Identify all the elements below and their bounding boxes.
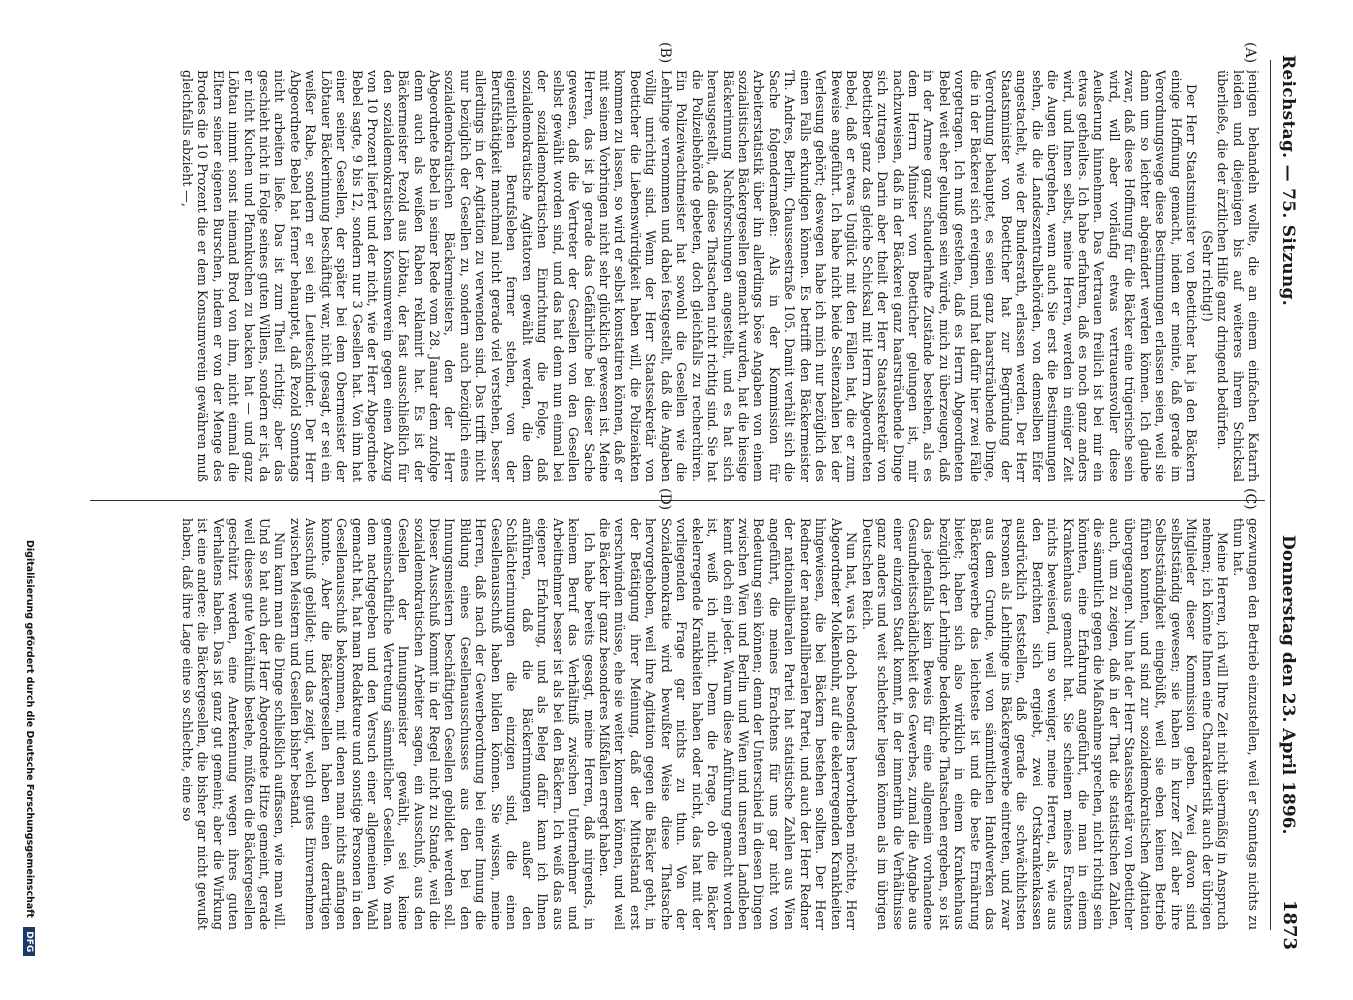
left-text-column <box>91 70 1261 482</box>
page-header <box>1272 45 1306 950</box>
right-text-column <box>91 518 1261 930</box>
margin-marker-d: (D) <box>657 488 673 511</box>
dfg-logo: DFG <box>23 927 35 956</box>
paragraph: Ich habe bereits gesagt, meine Herren, daß nirgends, in keinem Beruf das Verhältniß zwischen Unternehmer und Arbeitnehmer besser ist als bei den Bäckern. Ich weiß das aus eigener Erfahrung, und als Beleg dafür kann ich Ihnen anführen, daß die Bäckerinnungen außer den Schlächterinnungen die einzigen sind, die einen Gesellenausschuß haben bilden können. Sie wissen, meine Herren, daß nach der Gewerbeordnung bei einer Innung die Bildung eines Gesellenausschusses aus den bei den Innungsmeistern beschäftigten Gesellen gebildet werden soll. Dieser Ausschuß kommt in der Regel nicht zu Stande, weil die sozialdemokratischen Arbeiter sagen, ein Ausschuß, aus den Gesellen der Innungsmeister gewählt, sei keine gemeinschaftliche Vertretung sämmtlicher Gesellen. Wo man dem nachgegeben und den Versuch einer allgemeinen Wahl gemacht hat, hat man Redakteure und sonstige Personen in den Gesellenausschuß bekommen, mit denen man nichts anfangen konnte. Aber die Bäckergesellen haben einen derartigen Ausschuß gebildet; und das zeigt, welch gutes Einvernehmen zwischen Meistern und Gesellen bisher bestand. <box>287 518 597 930</box>
paragraph: gezwungen den Betrieb einzustellen, weil er Sonntags nichts zu thun hat. <box>1230 518 1261 930</box>
paragraph: Meine Herren, ich will Ihre Zeit nicht übermäßig in Anspruch nehmen; ich könnte Ihnen eine Charakteristik auch der übrigen Mitglieder dieser Kommission geben. Zwei davon sind selbstständig gewesen; sie haben in kurzer Zeit aber ihre Selbstständigkeit eingebüßt, weil sie eben keinen Betrieb führen konnten, und sind zur sozialdemokratischen Agitation übergegangen. Nun hat der Herr Staatssekretär von Boetticher auch, um zu zeigen, daß in der That die statistischen Zahlen, die sämmtlich gegen die Maßnahme sprechen, nicht richtig sein könnten, eine Erfahrung angeführt, die man in einem Krankenhaus gemacht hat. Sie scheinen meines Erachtens nichts beweisend, um so weniger, meine Herren, als, wie aus den Berichten sich ergiebt, zwei Ortskrankenkassen ausdrücklich feststellen, daß gerade die schwächlichsten Personen als Lehrlinge ins Bäckergewerbe eintreten, und zwar aus dem Grunde, weil von sämmtlichen Handwerken das Bäckergewerbe das leichteste ist und die beste Ernährung bietet; haben sich also wirklich in einem Krankenhaus bezüglich der Lehrlinge bedenkliche Thatsachen ergeben, so ist das jedenfalls kein Beweis für eine allgemein vorhandene Gesundheitsschädlichkeit des Gewerbes, zumal die Angabe aus einer einzigen Stadt kommt, in der immerhin die Verhältnisse ganz anders und weit schlechter liegen können als im übrigen Deutschen Reich. <box>859 518 1231 930</box>
margin-marker-b: (B) <box>657 42 673 64</box>
margin-marker-c: (C) <box>1242 488 1258 510</box>
interjection: (Sehr richtig!) <box>1199 230 1215 322</box>
header-session: Reichstag. — 75. Sitzung. <box>1278 55 1298 306</box>
page-number: 1873 <box>1279 899 1300 950</box>
column-divider <box>90 500 1265 501</box>
paragraph: jenigen behandeln wollte, die an einem einfachen Katarrh leiden und diejenigen bis auf weiteres ihrem Schicksal überließe, die der ärztlichen Hilfe ganz dringend bedürfen. <box>1215 70 1261 482</box>
paragraph: Der Herr Staatsminister von Boetticher hat ja den Bäckern einige Hoffnung gemacht, indem er meinte, daß gerade im Verordnungswege diese Bestimmungen erlassen seien, weil sie dann um so leichter abgeändert werden können. Ich glaube zwar, daß diese Hoffnung für die Bäcker eine trügerische sein wird, will aber vorläufig etwas vertrauensvoller diese Aeußerung hinnehmen. Das Vertrauen freilich ist bei mir ein etwas getheiltes. Ich habe erfahren, daß es noch ganz anders wird, und Ihnen selbst, meine Herren, werden in einiger Zeit die Augen übergehen, wenn auch Sie erst die Bestimmungen sehen, die die Landeszentralbehörden, von demselben Eifer angestachelt, wie der Bundesrath, erlassen werden. Der Herr Staatsminister von Boetticher hat zur Begründung der Verordnung behauptet, es seien ganz haarsträubende Dinge, die in der Bäckerei sich ereignen, und hat dafür hier zwei Fälle vorgetragen. Ich muß gestehen, daß es Herrn Abgeordneten Bebel weit eher gelungen sein würde, mich zu überzeugen, daß in der Armee ganz schauderhafte Zustände bestehen, als es dem Herrn Minister von Boetticher gelungen ist, mir nachzuweisen, daß in der Bäckerei ganz haarsträubende Dinge sich zutragen. Darin aber theilt der Herr Staatssekretär von Boetticher ganz das gleiche Schicksal mit Herrn Abgeordneten Bebel, daß er etwas Unglück mit den Fällen hat, die er zum Beweise angeführt. Ich habe nicht beide Seitenzahlen bei der Verlesung gehört; deswegen habe ich mich nur bezüglich des einen Falls erkundigen können. Es betrifft den Bäckermeister Th. Andres, Berlin, Chausseestraße 105. Damit verhält sich die Sache folgendermaßen: Als in der Kommission für Arbeiterstatistik über ihn allerdings böse Angaben von einem sozialistischen Bäckergesellen gemacht wurden, hat die hiesige Bäckerinnung Nachforschungen angestellt, und es hat sich herausgestellt, daß diese Thatsachen nicht richtig sind. Sie hat die Polizeibehörde gebeten, doch gleichfalls zu recherchiren. Ein Polizeiwachtmeister hat sowohl die Gesellen wie die Lehrlinge vernommen und dabei festgestellt, daß die Angaben völlig unrichtig sind. Wenn der Herr Staatssekretär von Boetticher die Liebenswürdigkeit haben will, die Polizeiakten kommen zu lassen, so wird er selbst konstatiren können, daß er mit seinem Vorbringen nicht sehr glücklich gewesen ist. Meine Herren, das ist ja gerade das Gefährliche bei dieser Sache gewesen, daß die Vertreter der Gesellen von den Gesellen selbst gewählt worden sind, und das hat denn nun einmal bei der sozialdemokratischen Einrichtung die Folge, daß sozialdemokratische Agitatoren gewählt werden, die dem eigentlichen Berufsleben ferner stehen, von der Berufsthätigkeit manchmal nicht gerade viel verstehen, besser allerdings in der Agitation zu verwenden sind. Das trifft nicht nur bezüglich der Gesellen zu, sondern auch bezüglich eines sozialdemokratischen Bäckermeisters, den der Herr Abgeordnete Bebel in seiner Rede vom 28. Januar dem zufolge denn auch als weißen Raben reklamirt hat. Es ist der Bäckermeister Pezold aus Löbtau, der fast ausschließlich für den sozialdemokratischen Konsumverein gegen einen Abzug von 10 Prozent liefert und der nicht, wie der Herr Abgeordnete Bebel sagte, 9 bis 12, sondern nur 3 Gesellen hat. Von ihm hat einer seiner Gesellen, der später bei dem Obermeister der Löbtauer Bäckerinnung beschäftigt war, nicht gesagt, er sei ein weißer Rabe, sondern er sei ein Leuteschinder. Der Herr Abgeordnete Bebel hat ferner behauptet, daß Pezold Sonntags nicht arbeiten ließe. Das ist zum Theil richtig; aber das geschieht nicht in Folge seines guten Willens, sondern er ist, da er nicht Kuchen und Pfannkuchen zu backen hat — und ganz Löbtau nimmt sonst niemand Brod von ihm, nicht einmal die Eltern seiner eigenen Burschen, indem er von der Menge des Brodes die 10 Prozent die er dem Konsumverein gewähren muß gleichfalls abzieht —, <box>179 70 1200 482</box>
credit-text: Digitalisierung gefördert durch die Deutsche Forschungsgemeinschaft <box>24 540 35 918</box>
margin-marker-a: (A) <box>1242 42 1258 64</box>
digitization-credit <box>23 540 35 980</box>
paragraph: Nun hat, was ich doch besonders hervorheben möchte, Herr Abgeordneter Molkenbuhr, auf die ekelerregenden Krankheiten hingewiesen, die bei Bäckern bestehen sollten. Der Herr Redner der nationalliberalen Partei, und auch der Herr Redner der nationalliberalen Partei hat statistische Zahlen aus Wien angeführt, die meines Erachtens für uns gar nicht von Bedeutung sein können; denn der Unterschied in diesen Dingen zwischen Wien und Berlin und Wien und unserem Landleben kennt doch ein jeder. Warum diese Anführung gemacht worden ist, weiß ich nicht. Denn die Frage, ob die Bäcker ekelerregende Krankheiten haben oder nicht, das hat mit der vorliegenden Frage gar nichts zu thun. Von der Sozialdemokratie wird bewußter Weise diese Thatsache hervorgehoben, weil ihre Agitation gegen die Bäcker geht, in der Betätigung ihrer Meinung, daß der Mittelstand erst verschwinden müsse, ehe sie weiter kommen können, und weil die Bäcker ihr ganz besonderes Mißfallen erregt haben. <box>596 518 860 930</box>
header-rule <box>1270 60 1271 930</box>
paragraph: Nun kann man die Dinge schließlich auffassen, wie man will. Und so hat auch der Herr Abgeordnete Hitze gemeint, gerade weil dieses gute Verhältniß bestehe, müßten die Bäckergesellen geschützt werden, eine Anerkennung wegen ihres guten Verhaltens haben. Das ist ganz gut gemeint; aber die Wirkung ist eine andere: die Bäckergesellen, die bisher gar nicht gewußt haben, daß ihre Lage eine so schlechte, eine so <box>179 518 288 930</box>
header-date: Donnerstag den 23. April 1896. <box>1278 535 1298 835</box>
